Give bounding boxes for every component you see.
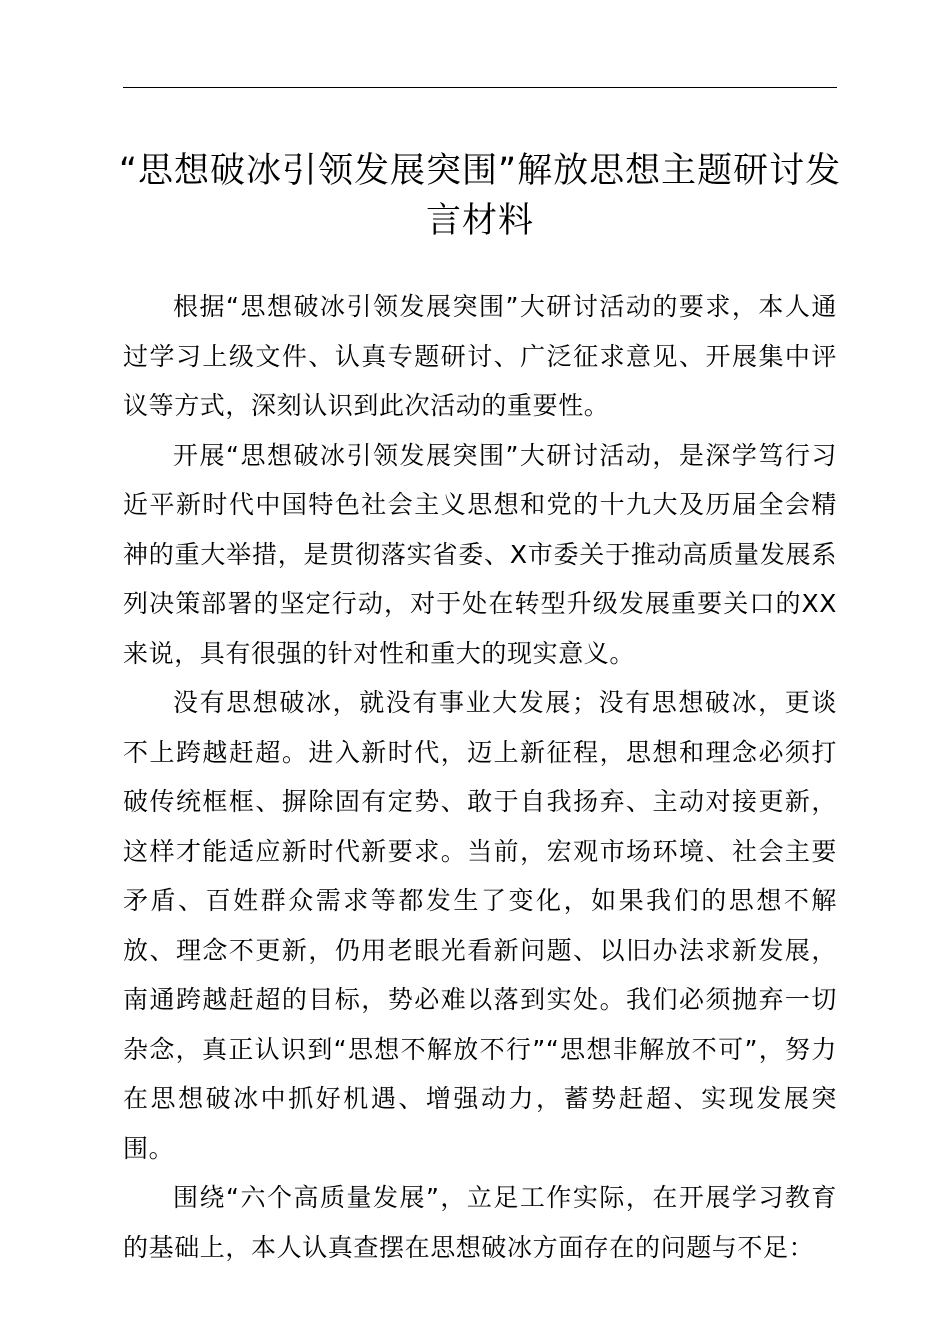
header-rule xyxy=(123,87,837,88)
paragraph-3: 没有思想破冰，就没有事业大发展；没有思想破冰，更谈不上跨越赶超。进入新时代，迈上新征程，思想和理念必须打破传统框框、摒除固有定势、敢于自我扬弃、主动对接更新，这样才能适应新时代新要求。当前，宏观市场环境、社会主要矛盾、百姓群众需求等都发生了变化，如果我们的思想不解放、理念不更新，仍用老眼光看新问题、以旧办法求新发展，南通跨越赶超的目标，势必难以落到实处。我们必须抛弃一切杂念，真正认识到“思想不解放不行”“思想非解放不可”，努力在思想破冰中抓好机遇、增强动力，蓄势赶超、实现发展突围。 xyxy=(123,688,837,1163)
paragraph-4: 围绕“六个高质量发展”，立足工作实际，在开展学习教育的基础上，本人认真查摆在思想破冰方面存在的问题与不足： xyxy=(123,1183,837,1262)
document-title: “思想破冰引领发展突围”解放思想主题研讨发言材料 xyxy=(118,151,842,241)
paragraph-1: 根据“思想破冰引领发展突围”大研讨活动的要求，本人通过学习上级文件、认真专题研讨、广泛征求意见、开展集中评议等方式，深刻认识到此次活动的重要性。 xyxy=(123,292,837,420)
paragraph-2: 开展“思想破冰引领发展突围”大研讨活动，是深学笃行习近平新时代中国特色社会主义思想和党的十九大及历届全会精神的重大举措，是贯彻落实省委、X市委关于推动高质量发展系列决策部署的坚定行动，对于处在转型升级发展重要关口的XX来说，具有很强的针对性和重大的现实意义。 xyxy=(123,440,837,668)
document-body xyxy=(123,282,837,1272)
